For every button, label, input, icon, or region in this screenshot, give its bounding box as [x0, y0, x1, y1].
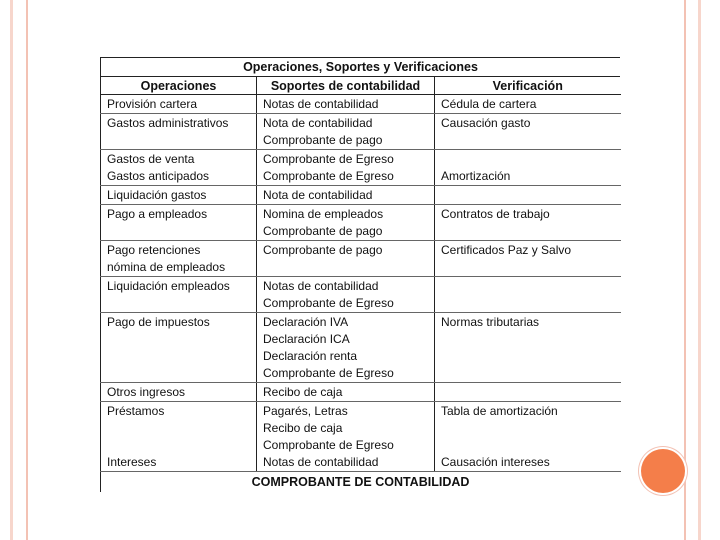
support-cell-line: Declaración IVA [263, 315, 349, 329]
operation-cell-line: Gastos administrativos [107, 116, 229, 130]
header-operaciones: Operaciones [101, 77, 257, 95]
support-cell-line: Comprobante de Egreso [263, 366, 394, 380]
operation-cell-line: Intereses [107, 455, 157, 469]
table-footer: COMPROBANTE DE CONTABILIDAD [100, 472, 620, 492]
operation-cell-line: Otros ingresos [107, 385, 186, 399]
support-cell-line: Declaración ICA [263, 332, 350, 346]
support-cell [257, 313, 435, 383]
support-cell-line: Nomina de empleados [263, 207, 384, 221]
verification-cell-line [441, 151, 621, 168]
operations-table [100, 77, 621, 472]
table-row [101, 313, 621, 383]
operation-cell-line: Liquidación empleados [107, 279, 230, 293]
verification-cell-line [441, 420, 621, 437]
verification-cell-line [441, 331, 621, 348]
verification-cell-line: Amortización [441, 169, 511, 183]
operation-cell-line [107, 348, 256, 365]
operation-cell [101, 150, 257, 186]
operation-cell [101, 313, 257, 383]
verification-cell-line [441, 223, 621, 240]
support-cell-line: Comprobante de pago [263, 243, 383, 257]
verification-cell [435, 383, 621, 402]
header-verificacion: Verificación [435, 77, 621, 95]
verification-cell [435, 150, 621, 186]
support-cell-line: Comprobante de pago [263, 224, 383, 238]
support-cell-line: Comprobante de pago [263, 133, 383, 147]
support-cell-line: Nota de contabilidad [263, 188, 373, 202]
verification-cell [435, 114, 621, 150]
operation-cell-line [107, 223, 256, 240]
verification-cell-line: Contratos de trabajo [441, 207, 550, 221]
operation-cell [101, 186, 257, 205]
table-row [101, 114, 621, 150]
support-cell-line: Notas de contabilidad [263, 455, 379, 469]
verification-cell-line [441, 365, 621, 382]
operation-cell-line [107, 365, 256, 382]
table-row [101, 95, 621, 114]
support-cell-line [263, 259, 434, 276]
verification-cell-line [441, 348, 621, 365]
support-cell [257, 95, 435, 114]
support-cell-line: Comprobante de Egreso [263, 152, 394, 166]
support-cell-line: Comprobante de Egreso [263, 169, 394, 183]
operation-cell [101, 277, 257, 313]
table-row [101, 277, 621, 313]
support-cell [257, 383, 435, 402]
support-cell-line: Recibo de caja [263, 385, 343, 399]
operation-cell-line: Liquidación gastos [107, 188, 207, 202]
right-decorative-border [684, 0, 720, 540]
operation-cell-line [107, 437, 256, 454]
operation-cell-line: Gastos anticipados [107, 169, 210, 183]
operation-cell-line [107, 295, 256, 312]
verification-cell [435, 277, 621, 313]
verification-cell-line: Cédula de cartera [441, 97, 537, 111]
support-cell [257, 241, 435, 277]
operation-cell [101, 241, 257, 277]
verification-cell-line: Normas tributarias [441, 315, 540, 329]
operation-cell [101, 95, 257, 114]
verification-cell [435, 241, 621, 277]
verification-cell-line [441, 187, 621, 204]
support-cell-line: Notas de contabilidad [263, 279, 379, 293]
verification-cell [435, 205, 621, 241]
support-cell [257, 150, 435, 186]
verification-cell-line [441, 278, 621, 295]
verification-cell-line: Certificados Paz y Salvo [441, 243, 572, 257]
verification-cell-line [441, 259, 621, 276]
left-decorative-border [0, 0, 28, 540]
support-cell [257, 114, 435, 150]
table-row [101, 150, 621, 186]
support-cell-line: Pagarés, Letras [263, 404, 348, 418]
operation-cell-line: Pago a empleados [107, 207, 208, 221]
verification-cell-line [441, 384, 621, 401]
operation-cell-line [107, 420, 256, 437]
table-row [101, 205, 621, 241]
operation-cell-line [107, 331, 256, 348]
operation-cell-line [107, 132, 256, 149]
support-cell [257, 402, 435, 472]
document-table-image [100, 57, 620, 492]
operation-cell-line: Pago de impuestos [107, 315, 210, 329]
support-cell [257, 205, 435, 241]
support-cell-line: Declaración renta [263, 349, 358, 363]
table-title: Operaciones, Soportes y Verificaciones [100, 57, 620, 77]
operation-cell [101, 383, 257, 402]
table-row [101, 186, 621, 205]
header-soportes: Soportes de contabilidad [257, 77, 435, 95]
table-row [101, 383, 621, 402]
table-header-row [101, 77, 621, 95]
verification-cell [435, 313, 621, 383]
verification-cell [435, 186, 621, 205]
verification-cell-line [441, 295, 621, 312]
verification-cell [435, 402, 621, 472]
operation-cell-line: Provisión cartera [107, 97, 198, 111]
verification-cell-line [441, 132, 621, 149]
support-cell-line: Nota de contabilidad [263, 116, 373, 130]
table-row [101, 241, 621, 277]
decorative-circle [641, 449, 685, 493]
verification-cell [435, 95, 621, 114]
support-cell-line: Recibo de caja [263, 421, 343, 435]
verification-cell-line: Tabla de amortización [441, 404, 558, 418]
support-cell-line: Comprobante de Egreso [263, 438, 394, 452]
support-cell [257, 186, 435, 205]
verification-cell-line: Causación gasto [441, 116, 531, 130]
verification-cell-line: Causación intereses [441, 455, 550, 469]
operation-cell [101, 205, 257, 241]
table-row [101, 402, 621, 472]
support-cell-line: Notas de contabilidad [263, 97, 379, 111]
support-cell-line: Comprobante de Egreso [263, 296, 394, 310]
operation-cell [101, 114, 257, 150]
operation-cell-line: nómina de empleados [107, 260, 226, 274]
operation-cell-line: Gastos de venta [107, 152, 195, 166]
operation-cell [101, 402, 257, 472]
operation-cell-line: Préstamos [107, 404, 165, 418]
verification-cell-line [441, 437, 621, 454]
support-cell [257, 277, 435, 313]
operation-cell-line: Pago retenciones [107, 243, 201, 257]
